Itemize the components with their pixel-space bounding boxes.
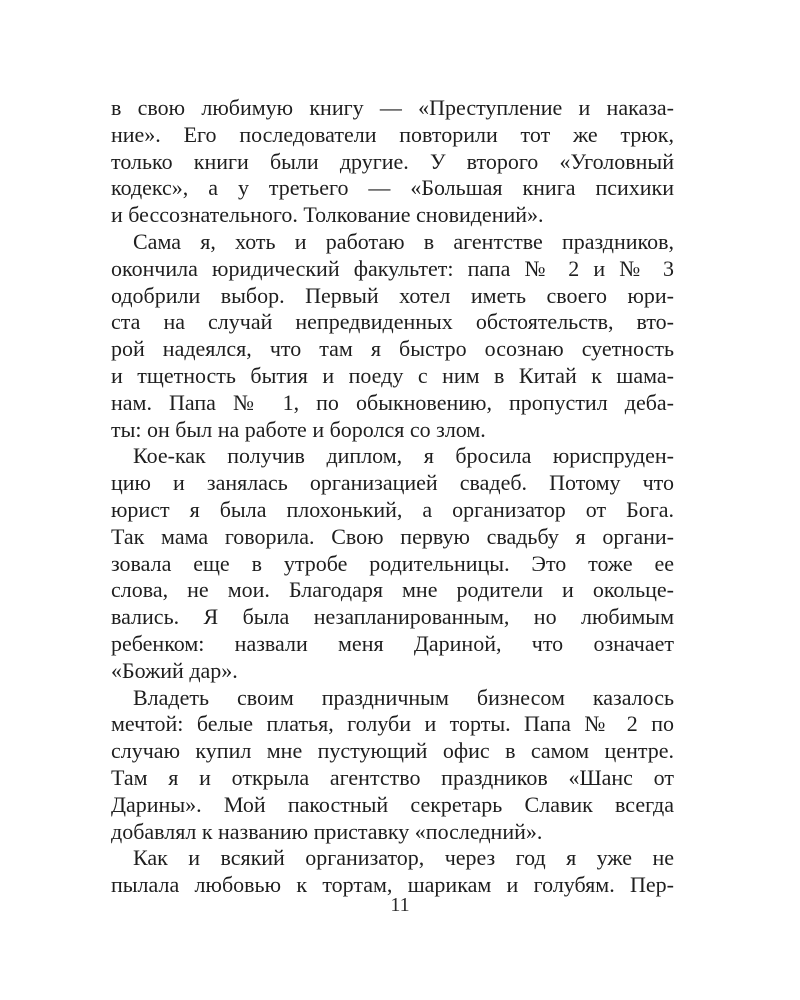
text-line: только книги были другие. У второго «Уголовный xyxy=(111,148,674,174)
text-line: Дарины». Мой пакостный секретарь Славик всегда xyxy=(111,791,674,817)
text-line: добавлял к названию приставку «последний». xyxy=(111,818,543,844)
page-text-block xyxy=(111,95,674,899)
text-line: одобрили выбор. Первый хотел иметь своего юри- xyxy=(111,282,674,308)
text-line: Кое-как получив диплом, я бросила юриспруден- xyxy=(133,443,674,469)
text-line: Владеть своим праздничным бизнесом казалось xyxy=(133,684,674,710)
text-line: рой надеялся, что там я быстро осознаю суетность xyxy=(111,336,674,362)
text-line: Как и всякий организатор, через год я уже не xyxy=(133,845,674,871)
text-line: и тщетность бытия и поеду с ним в Китай к шама- xyxy=(111,362,674,388)
text-line: случаю купил мне пустующий офис в самом центре. xyxy=(111,738,674,764)
text-line: «Божий дар». xyxy=(111,657,238,683)
text-line: ста на случай непредвиденных обстоятельств, вто- xyxy=(111,309,674,335)
text-line: вались. Я была незапланированным, но любимым xyxy=(111,604,674,630)
text-line: слова, не мои. Благодаря мне родители и окольце- xyxy=(111,577,674,603)
text-line: в свою любимую книгу — «Преступление и наказа- xyxy=(111,95,674,120)
text-line: Там я и открыла агентство праздников «Шанс от xyxy=(111,764,674,790)
text-line: зовала еще в утробе родительницы. Это тоже ее xyxy=(111,550,674,576)
text-line: ты: он был на работе и боролся со злом. xyxy=(111,416,486,442)
text-line: кодекс», а у третьего — «Большая книга психики xyxy=(111,175,674,201)
text-line: Так мама говорила. Свою первую свадьбу я органи- xyxy=(111,523,674,549)
text-line: пылала любовью к тортам, шарикам и голубям. Пер- xyxy=(111,872,674,898)
page-number: 11 xyxy=(390,894,410,916)
text-line: цию и занялась организацией свадеб. Потому что xyxy=(111,470,674,496)
text-line: мечтой: белые платья, голуби и торты. Папа № 2 по xyxy=(111,711,674,737)
text-line: окончила юридический факультет: папа № 2 и № 3 xyxy=(111,255,674,281)
text-line: ребенком: назвали меня Дариной, что означает xyxy=(111,630,674,656)
text-line: Сама я, хоть и работаю в агентстве праздников, xyxy=(133,228,674,254)
text-line: нам. Папа № 1, по обыкновению, пропустил деба- xyxy=(111,389,674,415)
text-line: юрист я была плохонький, а организатор от Бога. xyxy=(111,496,674,522)
text-line: и бессознательного. Толкование сновидений». xyxy=(111,202,544,228)
text-line: ние». Его последователи повторили тот же трюк, xyxy=(111,121,674,147)
